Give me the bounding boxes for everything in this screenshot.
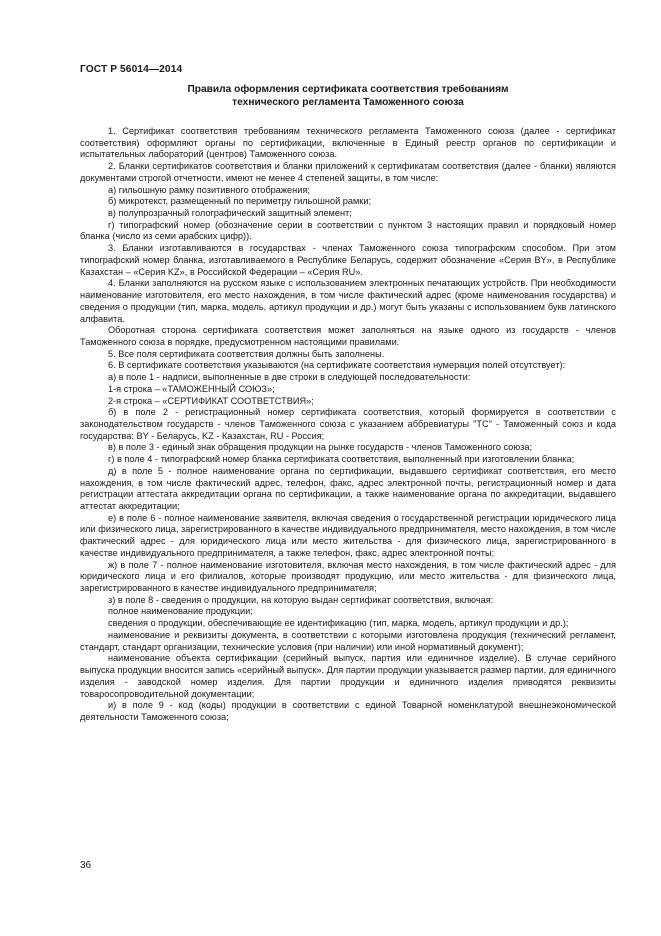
paragraph: и) в поле 9 - код (коды) продукции в соответствии с единой Товарной номенклатурой внешнеэкономической деятельности Таможенного союза;: [80, 700, 616, 722]
standard-code-header: ГОСТ Р 56014—2014: [80, 64, 183, 75]
paragraph: а) в поле 1 - надписи, выполненные в две строки в следующей последовательности:: [108, 372, 471, 383]
paragraph: 3. Бланки изготавливаются в государствах - членах Таможенного союза типографским способом. При этом типографский номер бланка, изготавливаемого в Республике Беларусь, содержит обозначение «Серия BY», в Республике Казахстан – «Серия KZ», в Российской Федерации – «Серия RU».: [80, 243, 616, 277]
paragraph: наименование и реквизиты документа, в соответствии с которыми изготовлена продукция (технический регламент, стандарт, стандарт организации, технические условия (при наличии) или иной нормативный документ);: [80, 629, 616, 652]
title-line-1: Правила оформления сертификата соответствия требованиям: [187, 84, 509, 95]
paragraph: сведения о продукции, обеспечивающие ее идентификацию (тип, марка, модель, артикул продукции и др.);: [108, 618, 569, 629]
body-text: [80, 126, 616, 724]
paragraph: 2-я строка – «СЕРТИФИКАТ СООТВЕТСТВИЯ»;: [108, 395, 314, 406]
title-line-2: технического регламента Таможенного союза: [232, 96, 464, 108]
paragraph: 2. Бланки сертификатов соответствия и бланки приложений к сертификатам соответствия (далее - бланки) являются документами строгой отчетности, имеют не менее 4 степеней защиты, в том числе:: [80, 161, 616, 183]
paragraph: 1. Сертификат соответствия требованиям технического регламента Таможенного союза (далее - сертификат соответствия) оформляют органы по сертификации, включенные в Единый реестр органов по сертификации и испытательных лабораторий (центров) Таможенного союза.: [80, 126, 616, 160]
paragraph: а) гильошную рамку позитивного отображения;: [108, 184, 310, 195]
paragraph: е) в поле 6 - полное наименование заявителя, включая сведения о государственной регистрации юридического лица или физического лица, зарегистрированного в качестве индивидуального предпринимателя, место нахождения, в том числе фактический адрес - для юридического лица или место жительства - для физического лица, зарегистрированного в качестве индивидуального предпринимателя, а также телефон, факс, адрес электронной почты;: [80, 512, 616, 558]
paragraph: 6. В сертификате соответствия указываются (на сертификате соответствия нумерация полей отсутствует):: [108, 360, 566, 371]
paragraph: 1-я строка – «ТАМОЖЕННЫЙ СОЮЗ»;: [108, 383, 275, 394]
paragraph: полное наименование продукции;: [108, 606, 253, 617]
paragraph: д) в поле 5 - полное наименование органа по сертификации, выдавшего сертификат соответствия, его место нахождения, в том числе фактический адрес, телефон, факс, адрес электронной почты, регистрационный номер и дата регистрации аттестата аккредитации органа по сертификации, а также наименование органа по аккредитации, выдавшего аттестат аккредитации;: [80, 465, 616, 511]
paragraph: 4. Бланки заполняются на русском языке с использованием электронных печатающих устройств. При необходимости наименование изготовителя, его место нахождения, в том числе фактический адрес (кроме наименования государства) и сведения о продукции (тип, марка, модель, артикул продукции и др.) могут быть указаны с использованием букв латинского алфавита.: [80, 278, 616, 324]
paragraph: з) в поле 8 - сведения о продукции, на которую выдан сертификат соответствия, включая:: [108, 594, 494, 605]
section-title: [80, 84, 616, 109]
paragraph: г) в поле 4 - типографский номер бланка сертификата соответствия, выполненный при изготовлении бланка;: [108, 454, 575, 465]
paragraph: в) в поле 3 - единый знак обращения продукции на рынке государств - членов Таможенного союза;: [108, 442, 533, 453]
paragraph: наименование объекта сертификации (серийный выпуск, партия или единичное изделие). В случае серийного выпуска продукции вносится запись «серийный выпуск». Для партии продукции указывается размер партии, для единичного изделия - заводской номер изделия. Для партии продукции и единичного изделия приводятся реквизиты товаросопроводительной документации;: [80, 653, 616, 699]
paragraph: Оборотная сторона сертификата соответствия может заполняться на языке одного из государств - членов Таможенного союза в порядке, предусмотренном настоящими правилами.: [80, 325, 616, 347]
paragraph: б) в поле 2 - регистрационный номер сертификата соответствия, который формируется в соответствии с законодательством государств - членов Таможенного союза с указанием аббревиатуры "ТС" - Таможенный союз и кода государства: BY - Беларусь, KZ - Казахстан, RU - Россия;: [80, 407, 616, 441]
page-number: 36: [80, 860, 92, 871]
paragraph: 5. Все поля сертификата соответствия должны быть заполнены.: [108, 348, 385, 359]
paragraph: в) полупрозрачный голографический защитный элемент;: [108, 208, 352, 219]
paragraph: г) типографский номер (обозначение серии в соответствии с пунктом 3 настоящих правил и порядковый номер бланка (число из семи арабских цифр)).: [80, 219, 616, 242]
paragraph: ж) в поле 7 - полное наименование изготовителя, включая место нахождения, в том числе фактический адрес - для юридического лица и его филиалов, которые производят продукцию, или место жительства - для физического лица, зарегистрированного в качестве индивидуального предпринимателя;: [80, 559, 616, 594]
paragraph: б) микротекст, размещенный по периметру гильошной рамки;: [108, 196, 372, 207]
